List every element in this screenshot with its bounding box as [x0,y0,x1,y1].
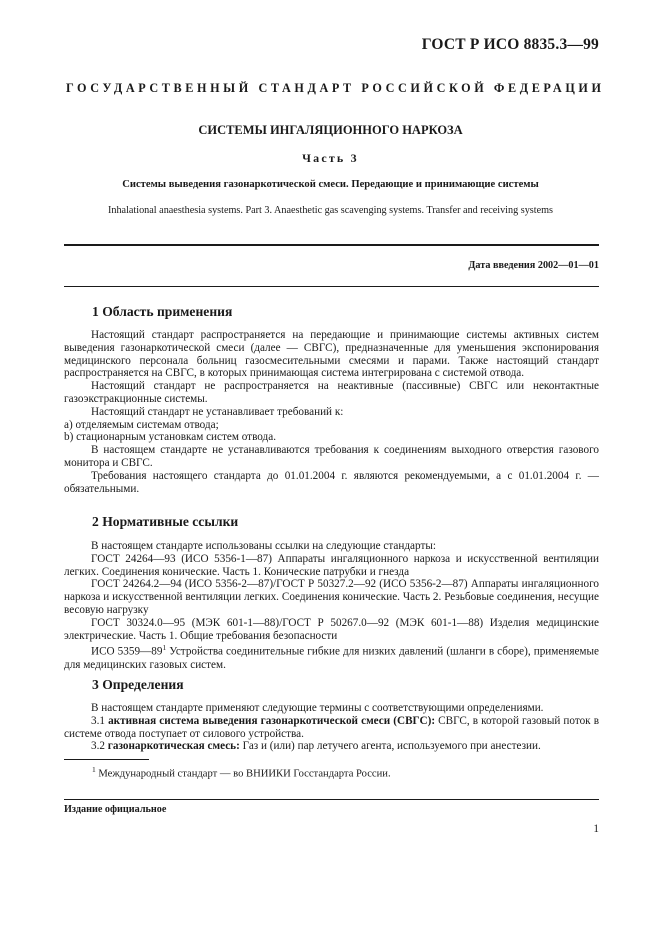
footnote-divider [64,759,149,760]
section-1-paragraph: Требования настоящего стандарта до 01.01.2004 г. являются рекомендуемыми, а с 01.01.2004 г. — обязательными. [64,469,599,495]
section-1-heading: 1 Область применения [92,304,233,319]
reference-item [64,642,599,671]
section-3-heading: 3 Определения [92,677,184,692]
document-title: СИСТЕМЫ ИНГАЛЯЦИОННОГО НАРКОЗА [198,123,463,137]
definition-item [64,740,599,753]
definition-term: газонаркотическая смесь: [107,740,240,753]
reference-text: Устройства соединительные гибкие для низких давлений (шланги в сборе), применяемые для медицинских газовых систем. [64,646,599,671]
footnote-marker: 1 [162,643,167,653]
section-1-paragraph: Настоящий стандарт распространяется на передающие и принимающие системы активных систем выведения газонаркотической смеси (далее — СВГС), предназначенные для уменьшения экспонирования медицинского персонала больниц газосмесительными смесями и парами. Также настоящий стандарт распространяется на СВГС, в которых принимающая система интегрирована с системой отвода. [64,329,599,380]
reference-item: ГОСТ 24264—93 (ИСО 5356-1—87) Аппараты ингаляционного наркоза и искусственной вентиляции легких. Соединения конические. Часть 1. Конические патрубки и гнезда [64,552,599,578]
reference-item: ГОСТ 24264.2—94 (ИСО 5356-2—87)/ГОСТ Р 50327.2—92 (ИСО 5356-2—87) Аппараты ингаляционного наркоза и искусственной вентиляции легких. Соединения конические. Часть 2. Резьбовые соединения, несущие весовую нагрузку [64,578,599,616]
section-1-paragraph: Настоящий стандарт не распространяется на неактивные (пассивные) СВГС или неконтактные газоэкстракционные системы. [64,380,599,405]
section-3-body [64,702,599,753]
definition-number: 3.2 [91,740,108,753]
definition-text: Газ и (или) пар летучего агента, используемого при анестезии. [239,740,541,753]
part-label: Часть 3 [302,151,359,165]
footnote-number: 1 [92,765,96,774]
standard-code: ГОСТ Р ИСО 8835.3—99 [421,36,599,53]
definition-term: активная система выведения газонаркотической смеси (СВГС): [108,714,436,727]
state-standard-banner: ГОСУДАРСТВЕННЫЙ СТАНДАРТ РОССИЙСКОЙ ФЕДЕРАЦИИ [66,81,605,95]
footnote [92,765,391,780]
list-item-b: b) стационарным установкам систем отвода. [64,431,277,444]
footnote-text: Международный стандарт — во ВНИИКИ Госстандарта России. [95,768,391,780]
date-divider [64,286,599,287]
definition-number: 3.1 [91,714,109,727]
definition-item [64,715,599,741]
section-3-paragraph: В настоящем стандарте применяют следующие термины с соответствующими определениями. [91,702,544,714]
introduction-date: Дата введения 2002—01—01 [468,260,599,271]
definition-text: СВГС, в которой газовый поток в системе отвода поступает от силового устройства. [64,714,599,740]
reference-item: ГОСТ 30324.0—95 (МЭК 601-1—88)/ГОСТ Р 50267.0—92 (МЭК 601-1—88) Изделия медицинские электрические. Часть 1. Общие требования безопасности [64,616,599,642]
section-1-body [64,329,599,495]
footer-divider [64,799,599,800]
section-1-paragraph: В настоящем стандарте не устанавливаются требования к соединениям выходного отверстия газового монитора и СВГС. [64,444,599,469]
reference-code: ИСО 5359—89 [91,646,163,659]
english-title: Inhalational anaesthesia systems. Part 3. Anaesthetic gas scavenging systems. Transfer and receiving systems [107,205,554,216]
section-2-paragraph: В настоящем стандарте использованы ссылки на следующие стандарты: [91,540,436,552]
section-2-body [64,540,599,672]
list-item-a: a) отделяемым системам отвода; [64,418,219,431]
section-1-paragraph: Настоящий стандарт не устанавливает требований к: [91,405,344,418]
document-subtitle: Системы выведения газонаркотической смеси. Передающие и принимающие системы [122,179,539,190]
official-edition-label: Издание официальное [64,804,167,815]
page-number: 1 [593,823,599,835]
section-2-heading: 2 Нормативные ссылки [92,514,239,529]
title-divider [64,244,599,246]
